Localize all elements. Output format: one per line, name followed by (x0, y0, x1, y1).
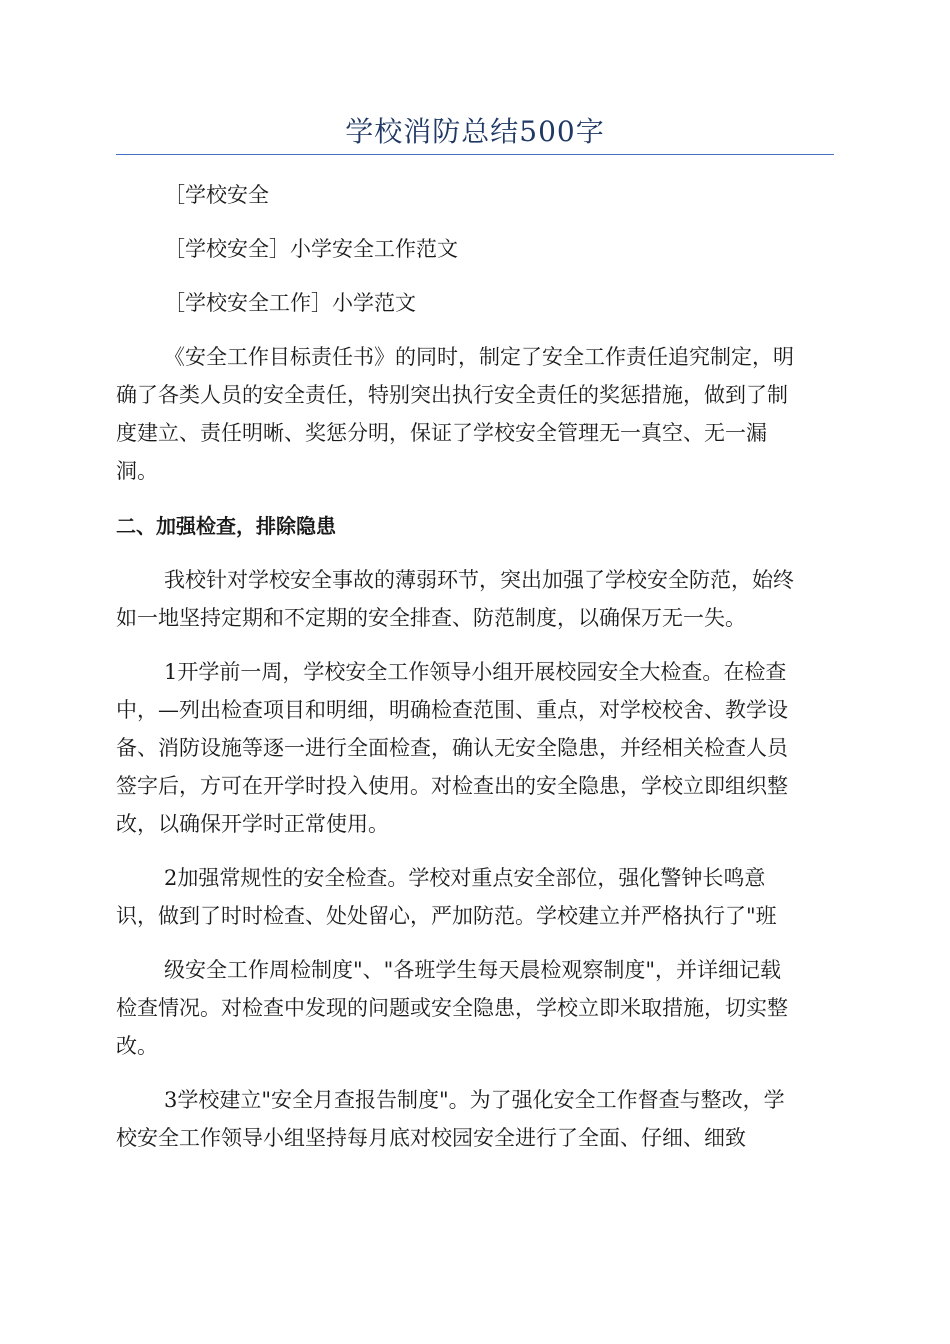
text-line: ［学校安全工作］小学范文 (164, 291, 416, 315)
text-line: 确了各类人员的安全责任，特别突出执行安全责任的奖惩措施，做到了制 (116, 383, 788, 407)
text-line: 校安全工作领导小组坚持每月底对校园安全进行了全面、仔细、细致 (116, 1126, 746, 1150)
section-heading: 二、加强检查，排除隐患 (116, 514, 336, 538)
text-line: 改。 (116, 1034, 158, 1058)
text-line: 备、消防设施等逐一进行全面检查，确认无安全隐患，并经相关检查人员 (116, 736, 788, 760)
document-title: 学校消防总结500字 (345, 115, 605, 148)
text-line: 我校针对学校安全事故的薄弱环节，突出加强了学校安全防范，始终 (164, 568, 794, 592)
text-line: 检查情况。对检查中发现的问题或安全隐患，学校立即米取措施，切实整 (116, 996, 788, 1020)
title-underline (116, 154, 834, 155)
text-line: ［学校安全］小学安全工作范文 (164, 237, 458, 261)
text-line: 3学校建立"安全月查报告制度"。为了强化安全工作督查与整改，学 (164, 1088, 785, 1112)
text-line: 1开学前一周，学校安全工作领导小组开展校园安全大检查。在检查 (164, 660, 787, 684)
text-line: ［学校安全 (164, 183, 269, 207)
text-line: 识，做到了时时检查、处处留心，严加防范。学校建立并严格执行了"班 (116, 904, 777, 928)
text-line: 如一地坚持定期和不定期的安全排查、防范制度，以确保万无一失。 (116, 606, 746, 630)
text-line: 度建立、责任明晰、奖惩分明，保证了学校安全管理无一真空、无一漏 (116, 421, 767, 445)
text-line: 签字后，方可在开学时投入使用。对检查出的安全隐患，学校立即组织整 (116, 774, 788, 798)
text-line: 级安全工作周检制度"、"各班学生每天晨检观察制度"，并详细记载 (164, 958, 781, 982)
text-line: 改，以确保开学时正常使用。 (116, 812, 389, 836)
text-line: 中，—列出检查项目和明细，明确检查范围、重点，对学校校舍、教学设 (116, 698, 788, 722)
text-line: 2加强常规性的安全检查。学校对重点安全部位，强化警钟长鸣意 (164, 866, 766, 890)
text-line: 洞。 (116, 459, 158, 483)
text-line: 《安全工作目标责任书》的同时，制定了安全工作责任追究制定，明 (164, 345, 794, 369)
